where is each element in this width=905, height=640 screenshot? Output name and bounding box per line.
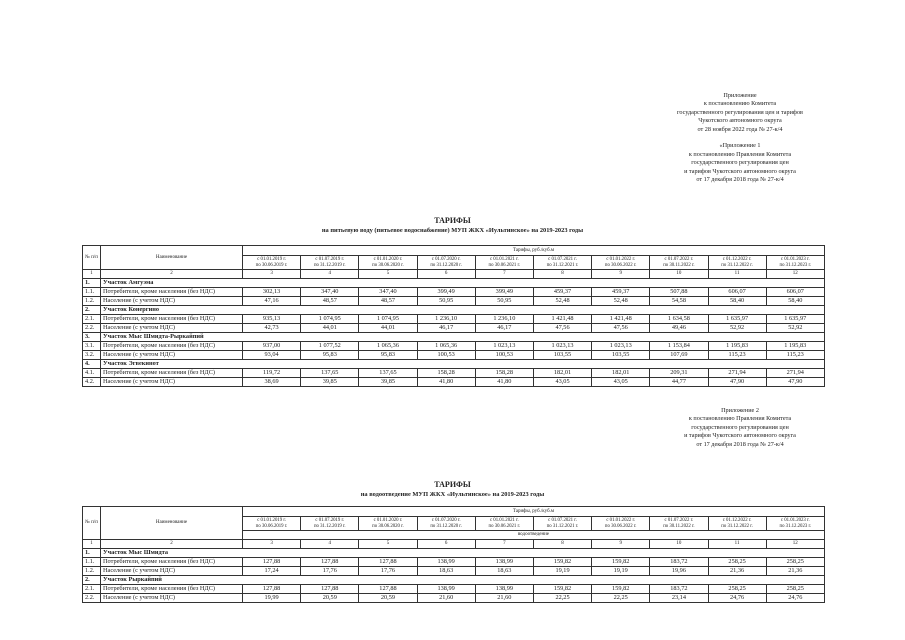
tariff-value: 103,55 bbox=[533, 351, 591, 360]
row-number: 3.2. bbox=[83, 351, 101, 360]
column-number: 10 bbox=[650, 540, 708, 549]
tariff-value: 17,24 bbox=[243, 567, 301, 576]
period-header bbox=[766, 256, 824, 270]
row-number: 4.2. bbox=[83, 378, 101, 387]
period-end: по 31.12.2020 г. bbox=[430, 523, 462, 529]
column-number: 3 bbox=[243, 270, 301, 279]
tariff-value: 271,94 bbox=[766, 369, 824, 378]
column-number: 9 bbox=[592, 270, 650, 279]
row-name: Население (с учетом НДС) bbox=[101, 324, 243, 333]
period-header bbox=[592, 517, 650, 531]
column-number: 2 bbox=[101, 270, 243, 279]
tariff-value: 1 153,84 bbox=[650, 342, 708, 351]
period-end: по 30.06.2019 г. bbox=[255, 262, 288, 268]
period-end: по 30.06.2021 г. bbox=[488, 262, 521, 268]
tariff-value: 50,95 bbox=[475, 297, 533, 306]
period-header bbox=[475, 256, 533, 270]
tariff-value: 103,55 bbox=[592, 351, 650, 360]
header-row bbox=[83, 246, 825, 256]
tariff-value: 100,53 bbox=[417, 351, 475, 360]
row-number: 2.2. bbox=[83, 594, 101, 603]
note-line: от 17 декабря 2018 года № 27-к/4 bbox=[696, 176, 784, 184]
period-start: с 01.07.2021 г. bbox=[548, 518, 577, 524]
tariff-value: 1 236,10 bbox=[475, 315, 533, 324]
tariff-value: 127,88 bbox=[301, 585, 359, 594]
tariff-value: 22,25 bbox=[533, 594, 591, 603]
table-row bbox=[83, 315, 825, 324]
period-header bbox=[417, 517, 475, 531]
row-number: 1.1. bbox=[83, 288, 101, 297]
tariff-value: 1 077,52 bbox=[301, 342, 359, 351]
table-2-title: ТАРИФЫ bbox=[434, 480, 471, 489]
tariff-value: 17,76 bbox=[301, 567, 359, 576]
tariff-value: 459,37 bbox=[592, 288, 650, 297]
note-line: государственного регулирования цен и тарифов bbox=[677, 108, 803, 116]
tariff-value: 48,57 bbox=[359, 297, 417, 306]
tariff-value: 119,72 bbox=[243, 369, 301, 378]
table-row bbox=[83, 297, 825, 306]
period-start: с 01.07.2019 г. bbox=[315, 257, 345, 263]
tariff-value: 19,99 bbox=[243, 594, 301, 603]
column-number: 1 bbox=[83, 270, 101, 279]
row-number: 3.1. bbox=[83, 342, 101, 351]
col-header-number: № п/п bbox=[83, 246, 101, 270]
row-number: 2. bbox=[83, 576, 101, 585]
row-name: Население (с учетом НДС) bbox=[101, 594, 243, 603]
tariff-value: 21,60 bbox=[417, 594, 475, 603]
period-end: по 31.12.2019 г. bbox=[313, 523, 346, 529]
tariff-value: 115,23 bbox=[708, 351, 766, 360]
tariff-value: 44,01 bbox=[301, 324, 359, 333]
period-header bbox=[359, 517, 417, 531]
period-start: с 01.01.2021 г. bbox=[489, 257, 519, 263]
tariff-value: 52,48 bbox=[592, 297, 650, 306]
tariff-value: 209,31 bbox=[650, 369, 708, 378]
note-line: и тарифов Чукотского автономного округа bbox=[684, 167, 796, 175]
period-start: с 01.07.2021 г. bbox=[548, 257, 577, 263]
period-start: с 01.01.2020 г. bbox=[373, 257, 403, 263]
period-end: по 30.06.2021 г. bbox=[488, 523, 521, 529]
section-name: Участок Эгвекинот bbox=[101, 360, 825, 369]
period-header bbox=[243, 517, 301, 531]
tariff-value: 182,01 bbox=[533, 369, 591, 378]
period-header bbox=[301, 256, 359, 270]
row-number: 2.1. bbox=[83, 315, 101, 324]
tariff-value: 1 023,13 bbox=[592, 342, 650, 351]
period-end: по 31.12.2023 г. bbox=[779, 262, 812, 268]
tariff-value: 127,88 bbox=[243, 585, 301, 594]
period-header bbox=[533, 517, 591, 531]
row-number: 4.1. bbox=[83, 369, 101, 378]
tariff-value: 43,05 bbox=[592, 378, 650, 387]
tariff-value: 47,56 bbox=[533, 324, 591, 333]
section-row bbox=[83, 360, 825, 369]
tariff-value: 41,80 bbox=[475, 378, 533, 387]
tariff-value: 138,99 bbox=[475, 585, 533, 594]
row-number: 1.1. bbox=[83, 558, 101, 567]
row-number: 2.2. bbox=[83, 324, 101, 333]
note-line: и тарифов Чукотского автономного округа bbox=[684, 432, 796, 440]
period-start: с 01.07.2022 г. bbox=[664, 518, 694, 524]
tariff-value: 100,53 bbox=[475, 351, 533, 360]
sub-header-service: водоотведение bbox=[243, 531, 825, 540]
tariff-value: 24,76 bbox=[766, 594, 824, 603]
note-line: от 28 ноября 2022 года № 27-к/4 bbox=[697, 125, 783, 133]
row-name: Население (с учетом НДС) bbox=[101, 351, 243, 360]
row-number: 2.1. bbox=[83, 585, 101, 594]
tariff-value: 127,88 bbox=[359, 558, 417, 567]
tariff-value: 1 635,97 bbox=[766, 315, 824, 324]
table-row bbox=[83, 585, 825, 594]
tariff-value: 47,90 bbox=[766, 378, 824, 387]
period-header bbox=[708, 256, 766, 270]
note-line: государственного регулирования цен bbox=[691, 159, 789, 167]
table-row bbox=[83, 351, 825, 360]
tariff-value: 24,76 bbox=[708, 594, 766, 603]
table-row bbox=[83, 324, 825, 333]
tariff-value: 39,85 bbox=[301, 378, 359, 387]
row-number: 3. bbox=[83, 333, 101, 342]
tariff-value: 95,83 bbox=[359, 351, 417, 360]
note-line: Приложение bbox=[723, 92, 757, 99]
period-start: с 01.07.2020 г. bbox=[431, 257, 461, 263]
col-header-name: Наименование bbox=[101, 507, 243, 540]
tariff-value: 93,04 bbox=[243, 351, 301, 360]
period-start: с 01.07.2020 г. bbox=[431, 518, 461, 524]
period-end: по 31.12.2023 г. bbox=[779, 523, 812, 529]
row-name: Потребители, кроме населения (без НДС) bbox=[101, 585, 243, 594]
tariff-value: 258,25 bbox=[766, 558, 824, 567]
tariff-value: 38,69 bbox=[243, 378, 301, 387]
tariff-value: 107,69 bbox=[650, 351, 708, 360]
period-start: с 01.01.2021 г. bbox=[489, 518, 519, 524]
period-header bbox=[650, 517, 708, 531]
period-end: по 31.12.2019 г. bbox=[313, 262, 346, 268]
period-header bbox=[301, 517, 359, 531]
note-line: Приложение 2 bbox=[721, 407, 759, 414]
section-name: Участок Амгуэма bbox=[101, 279, 825, 288]
row-name: Население (с учетом НДС) bbox=[101, 297, 243, 306]
note-line: «Приложение 1 bbox=[719, 142, 761, 150]
period-start: с 01.07.2022 г. bbox=[664, 257, 694, 263]
table-1-title-block bbox=[0, 215, 905, 235]
column-number: 3 bbox=[243, 540, 301, 549]
col-header-number: № п/п bbox=[83, 507, 101, 540]
tariff-value: 347,40 bbox=[301, 288, 359, 297]
column-number: 11 bbox=[708, 540, 766, 549]
column-number: 12 bbox=[766, 270, 824, 279]
period-header bbox=[243, 256, 301, 270]
note-line: государственного регулирования цен bbox=[691, 423, 789, 431]
column-number: 5 bbox=[359, 270, 417, 279]
period-end: по 31.12.2022 г. bbox=[721, 262, 753, 268]
tariff-value: 183,72 bbox=[650, 585, 708, 594]
period-start: с 01.07.2019 г. bbox=[315, 518, 345, 524]
row-number: 1.2. bbox=[83, 297, 101, 306]
tariff-value: 48,57 bbox=[301, 297, 359, 306]
tariff-value: 46,17 bbox=[475, 324, 533, 333]
period-end: по 30.11.2022 г. bbox=[663, 523, 695, 529]
tariff-value: 39,85 bbox=[359, 378, 417, 387]
tariff-value: 159,82 bbox=[533, 585, 591, 594]
tariff-value: 127,88 bbox=[243, 558, 301, 567]
tariff-value: 17,76 bbox=[359, 567, 417, 576]
tariff-value: 138,99 bbox=[475, 558, 533, 567]
tariff-value: 935,13 bbox=[243, 315, 301, 324]
tariff-value: 44,77 bbox=[650, 378, 708, 387]
tariff-value: 606,07 bbox=[708, 288, 766, 297]
tariff-value: 1 195,83 bbox=[766, 342, 824, 351]
table-2 bbox=[82, 506, 825, 603]
period-end: по 31.12.2020 г. bbox=[430, 262, 462, 268]
tariff-value: 1 065,36 bbox=[359, 342, 417, 351]
tariff-value: 47,90 bbox=[708, 378, 766, 387]
table-1 bbox=[82, 245, 825, 387]
appendix-1-note bbox=[600, 92, 880, 184]
tariff-value: 1 074,95 bbox=[301, 315, 359, 324]
tariff-value: 54,58 bbox=[650, 297, 708, 306]
column-number: 11 bbox=[708, 270, 766, 279]
column-number: 7 bbox=[475, 540, 533, 549]
section-row bbox=[83, 549, 825, 558]
section-name: Участок Рыркайпий bbox=[101, 576, 825, 585]
column-number: 6 bbox=[417, 270, 475, 279]
tariff-value: 41,80 bbox=[417, 378, 475, 387]
column-number: 5 bbox=[359, 540, 417, 549]
table-row bbox=[83, 369, 825, 378]
tariff-value: 127,88 bbox=[359, 585, 417, 594]
tariff-value: 18,63 bbox=[417, 567, 475, 576]
table-row bbox=[83, 567, 825, 576]
column-number: 8 bbox=[533, 540, 591, 549]
tariff-value: 138,99 bbox=[417, 558, 475, 567]
col-header-tariffs: Тарифы, руб./куб.м bbox=[243, 507, 825, 517]
tariff-value: 22,25 bbox=[592, 594, 650, 603]
note-line: от 17 декабря 2018 года № 27-к/4 bbox=[696, 440, 784, 448]
tariff-value: 1 634,58 bbox=[650, 315, 708, 324]
tariff-value: 159,82 bbox=[592, 585, 650, 594]
tariff-value: 258,25 bbox=[708, 585, 766, 594]
tariff-value: 42,73 bbox=[243, 324, 301, 333]
section-name: Участок Мыс Шмидта bbox=[101, 549, 825, 558]
column-number: 8 bbox=[533, 270, 591, 279]
table-row bbox=[83, 558, 825, 567]
tariff-value: 459,37 bbox=[533, 288, 591, 297]
period-end: по 30.06.2020 г. bbox=[372, 262, 404, 268]
column-number: 10 bbox=[650, 270, 708, 279]
tariff-value: 1 635,97 bbox=[708, 315, 766, 324]
tariff-value: 1 023,13 bbox=[475, 342, 533, 351]
tariff-value: 347,40 bbox=[359, 288, 417, 297]
period-end: по 31.12.2022 г. bbox=[721, 523, 753, 529]
tariff-value: 159,82 bbox=[533, 558, 591, 567]
tariff-value: 1 236,10 bbox=[417, 315, 475, 324]
col-header-tariffs: Тарифы, руб./куб.м bbox=[243, 246, 825, 256]
tariff-value: 52,92 bbox=[766, 324, 824, 333]
period-header bbox=[359, 256, 417, 270]
period-header bbox=[650, 256, 708, 270]
table-row bbox=[83, 594, 825, 603]
table-row bbox=[83, 288, 825, 297]
column-number: 4 bbox=[301, 540, 359, 549]
tariff-value: 399,49 bbox=[417, 288, 475, 297]
tariff-value: 271,94 bbox=[708, 369, 766, 378]
tariff-value: 19,96 bbox=[650, 567, 708, 576]
section-row bbox=[83, 306, 825, 315]
row-number: 1.2. bbox=[83, 567, 101, 576]
period-header bbox=[592, 256, 650, 270]
tariff-value: 95,83 bbox=[301, 351, 359, 360]
table-row bbox=[83, 378, 825, 387]
section-row bbox=[83, 279, 825, 288]
period-start: с 01.12.2022 г. bbox=[722, 518, 752, 524]
tariff-value: 47,56 bbox=[592, 324, 650, 333]
row-number: 1. bbox=[83, 279, 101, 288]
row-name: Потребители, кроме населения (без НДС) bbox=[101, 558, 243, 567]
tariff-value: 58,40 bbox=[766, 297, 824, 306]
period-start: с 01.01.2023 г. bbox=[780, 257, 810, 263]
period-end: по 30.06.2022 г. bbox=[604, 262, 637, 268]
tariff-value: 1 421,48 bbox=[592, 315, 650, 324]
period-start: с 01.01.2019 г. bbox=[257, 518, 286, 524]
period-header bbox=[708, 517, 766, 531]
period-header bbox=[533, 256, 591, 270]
column-number-row bbox=[83, 540, 825, 549]
note-line: Чукотского автономного округа bbox=[698, 117, 782, 125]
tariff-value: 47,16 bbox=[243, 297, 301, 306]
period-start: с 01.12.2022 г. bbox=[722, 257, 752, 263]
section-row bbox=[83, 333, 825, 342]
note-line bbox=[600, 134, 880, 142]
period-end: по 30.06.2020 г. bbox=[372, 523, 404, 529]
row-number: 1. bbox=[83, 549, 101, 558]
tariff-value: 258,25 bbox=[766, 585, 824, 594]
period-start: с 01.01.2020 г. bbox=[373, 518, 403, 524]
row-name: Потребители, кроме населения (без НДС) bbox=[101, 342, 243, 351]
tariff-value: 52,48 bbox=[533, 297, 591, 306]
tariff-value: 507,88 bbox=[650, 288, 708, 297]
table-1-title: ТАРИФЫ bbox=[434, 216, 471, 225]
row-name: Население (с учетом НДС) bbox=[101, 567, 243, 576]
column-number: 9 bbox=[592, 540, 650, 549]
tariff-value: 1 065,36 bbox=[417, 342, 475, 351]
tariff-value: 58,40 bbox=[708, 297, 766, 306]
tariff-value: 158,28 bbox=[475, 369, 533, 378]
note-line: к постановлению Правления Комитета bbox=[688, 415, 792, 423]
column-number: 2 bbox=[101, 540, 243, 549]
tariff-value: 302,13 bbox=[243, 288, 301, 297]
tariff-value: 19,19 bbox=[533, 567, 591, 576]
tariff-value: 1 421,48 bbox=[533, 315, 591, 324]
period-header bbox=[766, 517, 824, 531]
tariff-value: 399,49 bbox=[475, 288, 533, 297]
tariff-value: 137,65 bbox=[301, 369, 359, 378]
table-2-title-block bbox=[0, 479, 905, 499]
tariff-value: 138,99 bbox=[417, 585, 475, 594]
tariff-value: 158,28 bbox=[417, 369, 475, 378]
tariff-value: 46,17 bbox=[417, 324, 475, 333]
section-row bbox=[83, 576, 825, 585]
tariff-value: 159,82 bbox=[592, 558, 650, 567]
note-line: к постановлению Комитета bbox=[703, 100, 777, 108]
table-2-subtitle: на водоотведение МУП ЖКХ «Иультинское» на 2019-2023 годы bbox=[360, 491, 545, 498]
row-number: 2. bbox=[83, 306, 101, 315]
row-name: Потребители, кроме населения (без НДС) bbox=[101, 288, 243, 297]
period-start: с 01.01.2022 г. bbox=[606, 257, 636, 263]
tariff-value: 20,59 bbox=[359, 594, 417, 603]
column-number: 7 bbox=[475, 270, 533, 279]
tariff-value: 52,92 bbox=[708, 324, 766, 333]
period-end: по 30.11.2022 г. bbox=[663, 262, 695, 268]
tariff-value: 1 195,83 bbox=[708, 342, 766, 351]
tariff-value: 182,01 bbox=[592, 369, 650, 378]
row-name: Население (с учетом НДС) bbox=[101, 378, 243, 387]
tariff-value: 19,19 bbox=[592, 567, 650, 576]
tariff-value: 43,05 bbox=[533, 378, 591, 387]
period-end: по 31.12.2021 г. bbox=[546, 523, 579, 529]
row-number: 4. bbox=[83, 360, 101, 369]
period-end: по 30.06.2022 г. bbox=[604, 523, 637, 529]
period-start: с 01.01.2022 г. bbox=[606, 518, 636, 524]
tariff-value: 23,14 bbox=[650, 594, 708, 603]
tariff-value: 183,72 bbox=[650, 558, 708, 567]
period-start: с 01.01.2023 г. bbox=[780, 518, 810, 524]
tariff-value: 115,23 bbox=[766, 351, 824, 360]
tariff-value: 44,01 bbox=[359, 324, 417, 333]
period-header bbox=[417, 256, 475, 270]
tariff-value: 258,25 bbox=[708, 558, 766, 567]
table-1-subtitle: на питьевую воду (питьевое водоснабжение) МУП ЖКХ «Иультинское» на 2019-2023 годы bbox=[321, 227, 584, 234]
column-number-row bbox=[83, 270, 825, 279]
section-name: Участок Конергино bbox=[101, 306, 825, 315]
tariff-value: 21,36 bbox=[708, 567, 766, 576]
tariff-value: 1 074,95 bbox=[359, 315, 417, 324]
column-number: 6 bbox=[417, 540, 475, 549]
row-name: Потребители, кроме населения (без НДС) bbox=[101, 369, 243, 378]
tariff-value: 50,95 bbox=[417, 297, 475, 306]
column-number: 12 bbox=[766, 540, 824, 549]
appendix-2-note bbox=[600, 407, 880, 449]
tariff-value: 21,36 bbox=[766, 567, 824, 576]
column-number: 1 bbox=[83, 540, 101, 549]
tariff-value: 1 023,13 bbox=[533, 342, 591, 351]
tariff-value: 21,60 bbox=[475, 594, 533, 603]
period-header bbox=[475, 517, 533, 531]
period-end: по 31.12.2021 г. bbox=[546, 262, 579, 268]
note-line: к постановлению Правления Комитета bbox=[688, 150, 792, 158]
tariff-value: 18,63 bbox=[475, 567, 533, 576]
tariff-value: 127,88 bbox=[301, 558, 359, 567]
tariff-value: 137,65 bbox=[359, 369, 417, 378]
tariff-value: 49,46 bbox=[650, 324, 708, 333]
section-name: Участок Мыс Шмидта-Рыркайпий bbox=[101, 333, 825, 342]
tariff-value: 937,00 bbox=[243, 342, 301, 351]
period-start: с 01.01.2019 г. bbox=[257, 257, 286, 263]
tariff-value: 606,07 bbox=[766, 288, 824, 297]
column-number: 4 bbox=[301, 270, 359, 279]
row-name: Потребители, кроме населения (без НДС) bbox=[101, 315, 243, 324]
period-end: по 30.06.2019 г. bbox=[255, 523, 288, 529]
col-header-name: Наименование bbox=[101, 246, 243, 270]
tariff-value: 20,59 bbox=[301, 594, 359, 603]
table-row bbox=[83, 342, 825, 351]
header-row bbox=[83, 507, 825, 517]
